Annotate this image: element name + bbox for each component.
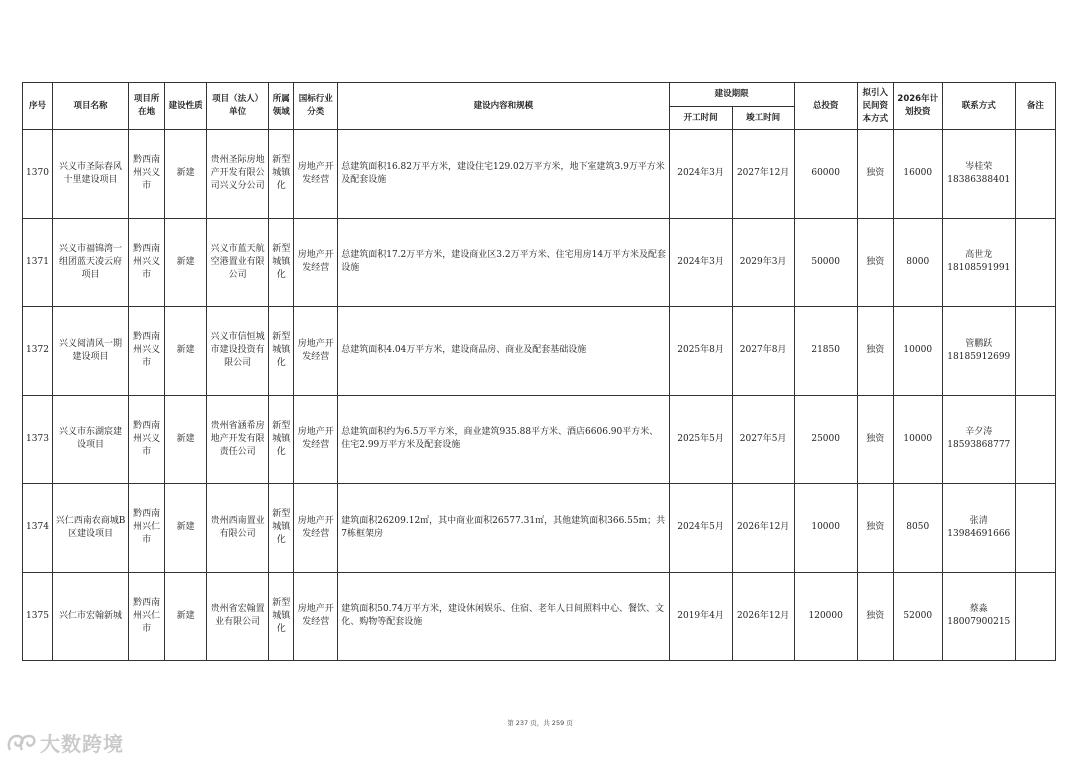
header-plan-2026: 2026年计划投资 [893, 83, 942, 130]
cell-industry: 房地产开发经营 [294, 130, 338, 219]
cell-nature: 新建 [165, 218, 207, 307]
cell-name: 兴义阅清风一期建设项目 [53, 307, 129, 396]
table-row [23, 307, 1056, 396]
contact-name: 管鹏跃 [965, 338, 993, 349]
cell-private-capital: 独资 [857, 307, 893, 396]
header-industry: 国标行业分类 [294, 83, 338, 130]
table-row [23, 130, 1056, 219]
contact-name: 岑桂荣 [965, 161, 993, 172]
cell-end: 2027年12月 [732, 130, 794, 219]
cell-location: 黔西南州兴仁市 [129, 572, 165, 661]
cell-seq: 1370 [23, 130, 53, 219]
cell-nature: 新建 [165, 484, 207, 573]
cell-private-capital: 独资 [857, 218, 893, 307]
cell-field: 新型城镇化 [269, 484, 294, 573]
cell-content: 总建筑面积16.82万平方米，建设住宅129.02万平方米，地下室建筑3.9万平方米及配套设施 [338, 130, 669, 219]
cell-private-capital: 独资 [857, 130, 893, 219]
table-row [23, 484, 1056, 573]
cell-contact [942, 130, 1015, 219]
cell-contact [942, 572, 1015, 661]
cell-investment: 10000 [794, 484, 857, 573]
cell-investment: 50000 [794, 218, 857, 307]
cell-remarks [1015, 130, 1055, 219]
cell-seq: 1372 [23, 307, 53, 396]
cell-content: 建筑面积50.74万平方米，建设休闲娱乐、住宿、老年人日间照料中心、餐饮、文化、购物等配套设施 [338, 572, 669, 661]
cell-content: 总建筑面积约为6.5万平方米，商业建筑935.88平方米、酒店6606.90平方米、住宅2.99万平方米及配套设施 [338, 395, 669, 484]
cell-name: 兴义市东湖宸建设项目 [53, 395, 129, 484]
cell-seq: 1374 [23, 484, 53, 573]
header-location: 项目所在地 [129, 83, 165, 130]
cell-contact [942, 484, 1015, 573]
cell-plan-2026: 10000 [893, 307, 942, 396]
cell-plan-2026: 52000 [893, 572, 942, 661]
cell-location: 黔西南州兴义市 [129, 218, 165, 307]
cell-remarks [1015, 218, 1055, 307]
project-table [22, 82, 1056, 661]
cell-unit: 兴义市蓝天航空港置业有限公司 [207, 218, 269, 307]
header-unit: 项目（法人）单位 [207, 83, 269, 130]
cell-contact [942, 307, 1015, 396]
cell-name: 兴仁西南农商城B区建设项目 [53, 484, 129, 573]
table-header-row [23, 83, 1056, 107]
cell-end: 2026年12月 [732, 484, 794, 573]
header-field: 所属领域 [269, 83, 294, 130]
cell-private-capital: 独资 [857, 395, 893, 484]
cell-private-capital: 独资 [857, 484, 893, 573]
cell-remarks [1015, 572, 1055, 661]
contact-name: 高世龙 [965, 250, 993, 261]
cell-end: 2027年5月 [732, 395, 794, 484]
page-footer: 第 237 页，共 259 页 [507, 719, 573, 727]
cell-nature: 新建 [165, 307, 207, 396]
contact-phone: 18185912699 [947, 351, 1011, 362]
contact-phone: 18007900215 [947, 617, 1011, 628]
cell-content: 建筑面积26209.12㎡，其中商业面积26577.31㎡，其他建筑面积366.55m；共7栋框架房 [338, 484, 669, 573]
cell-end: 2026年12月 [732, 572, 794, 661]
header-content: 建设内容和规模 [338, 83, 669, 130]
cell-field: 新型城镇化 [269, 130, 294, 219]
cell-investment: 60000 [794, 130, 857, 219]
cell-remarks [1015, 307, 1055, 396]
cell-unit: 兴义市信恒城市建设投资有限公司 [207, 307, 269, 396]
contact-name: 张清 [969, 515, 988, 526]
header-nature: 建设性质 [165, 83, 207, 130]
cell-content: 总建筑面积4.04万平方米，建设商品房、商业及配套基础设施 [338, 307, 669, 396]
cell-remarks [1015, 395, 1055, 484]
table-row [23, 572, 1056, 661]
cell-investment: 120000 [794, 572, 857, 661]
cell-content: 总建筑面积17.2万平方米，建设商业区3.2万平方米、住宅用房14万平方米及配套设施 [338, 218, 669, 307]
cell-unit: 贵州圣际房地产开发有限公司兴义分公司 [207, 130, 269, 219]
cell-name: 兴义市福锦湾一组团蓝天凌云府项目 [53, 218, 129, 307]
cell-private-capital: 独资 [857, 572, 893, 661]
header-end: 竣工时间 [732, 107, 794, 130]
cell-plan-2026: 8050 [893, 484, 942, 573]
cell-location: 黔西南州兴义市 [129, 130, 165, 219]
cell-seq: 1375 [23, 572, 53, 661]
cell-start: 2024年5月 [669, 484, 732, 573]
cell-start: 2024年3月 [669, 130, 732, 219]
cell-name: 兴义市圣际春风十里建设项目 [53, 130, 129, 219]
header-private-capital: 拟引入民间资本方式 [857, 83, 893, 130]
cell-nature: 新建 [165, 395, 207, 484]
cell-investment: 25000 [794, 395, 857, 484]
cell-industry: 房地产开发经营 [294, 307, 338, 396]
cell-field: 新型城镇化 [269, 307, 294, 396]
cell-industry: 房地产开发经营 [294, 484, 338, 573]
watermark [6, 728, 124, 757]
contact-phone: 18386388401 [947, 174, 1011, 185]
cell-investment: 21850 [794, 307, 857, 396]
table-row [23, 218, 1056, 307]
cell-seq: 1373 [23, 395, 53, 484]
watermark-text: 大数跨境 [40, 732, 124, 756]
cell-name: 兴仁市宏翰新城 [53, 572, 129, 661]
cell-location: 黔西南州兴仁市 [129, 484, 165, 573]
header-seq: 序号 [23, 83, 53, 130]
contact-name: 辛夕涛 [965, 427, 993, 438]
header-start: 开工时间 [669, 107, 732, 130]
header-period: 建设期限 [669, 83, 794, 107]
contact-phone: 13984691666 [947, 528, 1011, 539]
cell-field: 新型城镇化 [269, 572, 294, 661]
table-row [23, 395, 1056, 484]
cell-location: 黔西南州兴义市 [129, 395, 165, 484]
contact-phone: 18108591991 [947, 263, 1011, 274]
cell-industry: 房地产开发经营 [294, 395, 338, 484]
contact-name: 蔡淼 [969, 604, 988, 615]
cell-field: 新型城镇化 [269, 395, 294, 484]
table-body [23, 130, 1056, 661]
cell-contact [942, 395, 1015, 484]
cell-end: 2027年8月 [732, 307, 794, 396]
cell-unit: 贵州省涵希房地产开发有限责任公司 [207, 395, 269, 484]
cell-unit: 贵州西南置业有限公司 [207, 484, 269, 573]
cell-unit: 贵州省宏翰置业有限公司 [207, 572, 269, 661]
cell-start: 2025年8月 [669, 307, 732, 396]
cell-plan-2026: 10000 [893, 395, 942, 484]
header-remarks: 备注 [1015, 83, 1055, 130]
watermark-logo-icon [6, 732, 36, 754]
cell-field: 新型城镇化 [269, 218, 294, 307]
cell-nature: 新建 [165, 130, 207, 219]
cell-industry: 房地产开发经营 [294, 572, 338, 661]
header-contact: 联系方式 [942, 83, 1015, 130]
cell-plan-2026: 8000 [893, 218, 942, 307]
cell-start: 2025年5月 [669, 395, 732, 484]
contact-phone: 18593868777 [947, 440, 1011, 451]
cell-industry: 房地产开发经营 [294, 218, 338, 307]
cell-start: 2019年4月 [669, 572, 732, 661]
cell-end: 2029年3月 [732, 218, 794, 307]
cell-start: 2024年3月 [669, 218, 732, 307]
cell-location: 黔西南州兴义市 [129, 307, 165, 396]
project-table-sheet [22, 82, 1056, 661]
cell-remarks [1015, 484, 1055, 573]
cell-nature: 新建 [165, 572, 207, 661]
cell-contact [942, 218, 1015, 307]
cell-seq: 1371 [23, 218, 53, 307]
cell-plan-2026: 16000 [893, 130, 942, 219]
header-name: 项目名称 [53, 83, 129, 130]
header-investment: 总投资 [794, 83, 857, 130]
